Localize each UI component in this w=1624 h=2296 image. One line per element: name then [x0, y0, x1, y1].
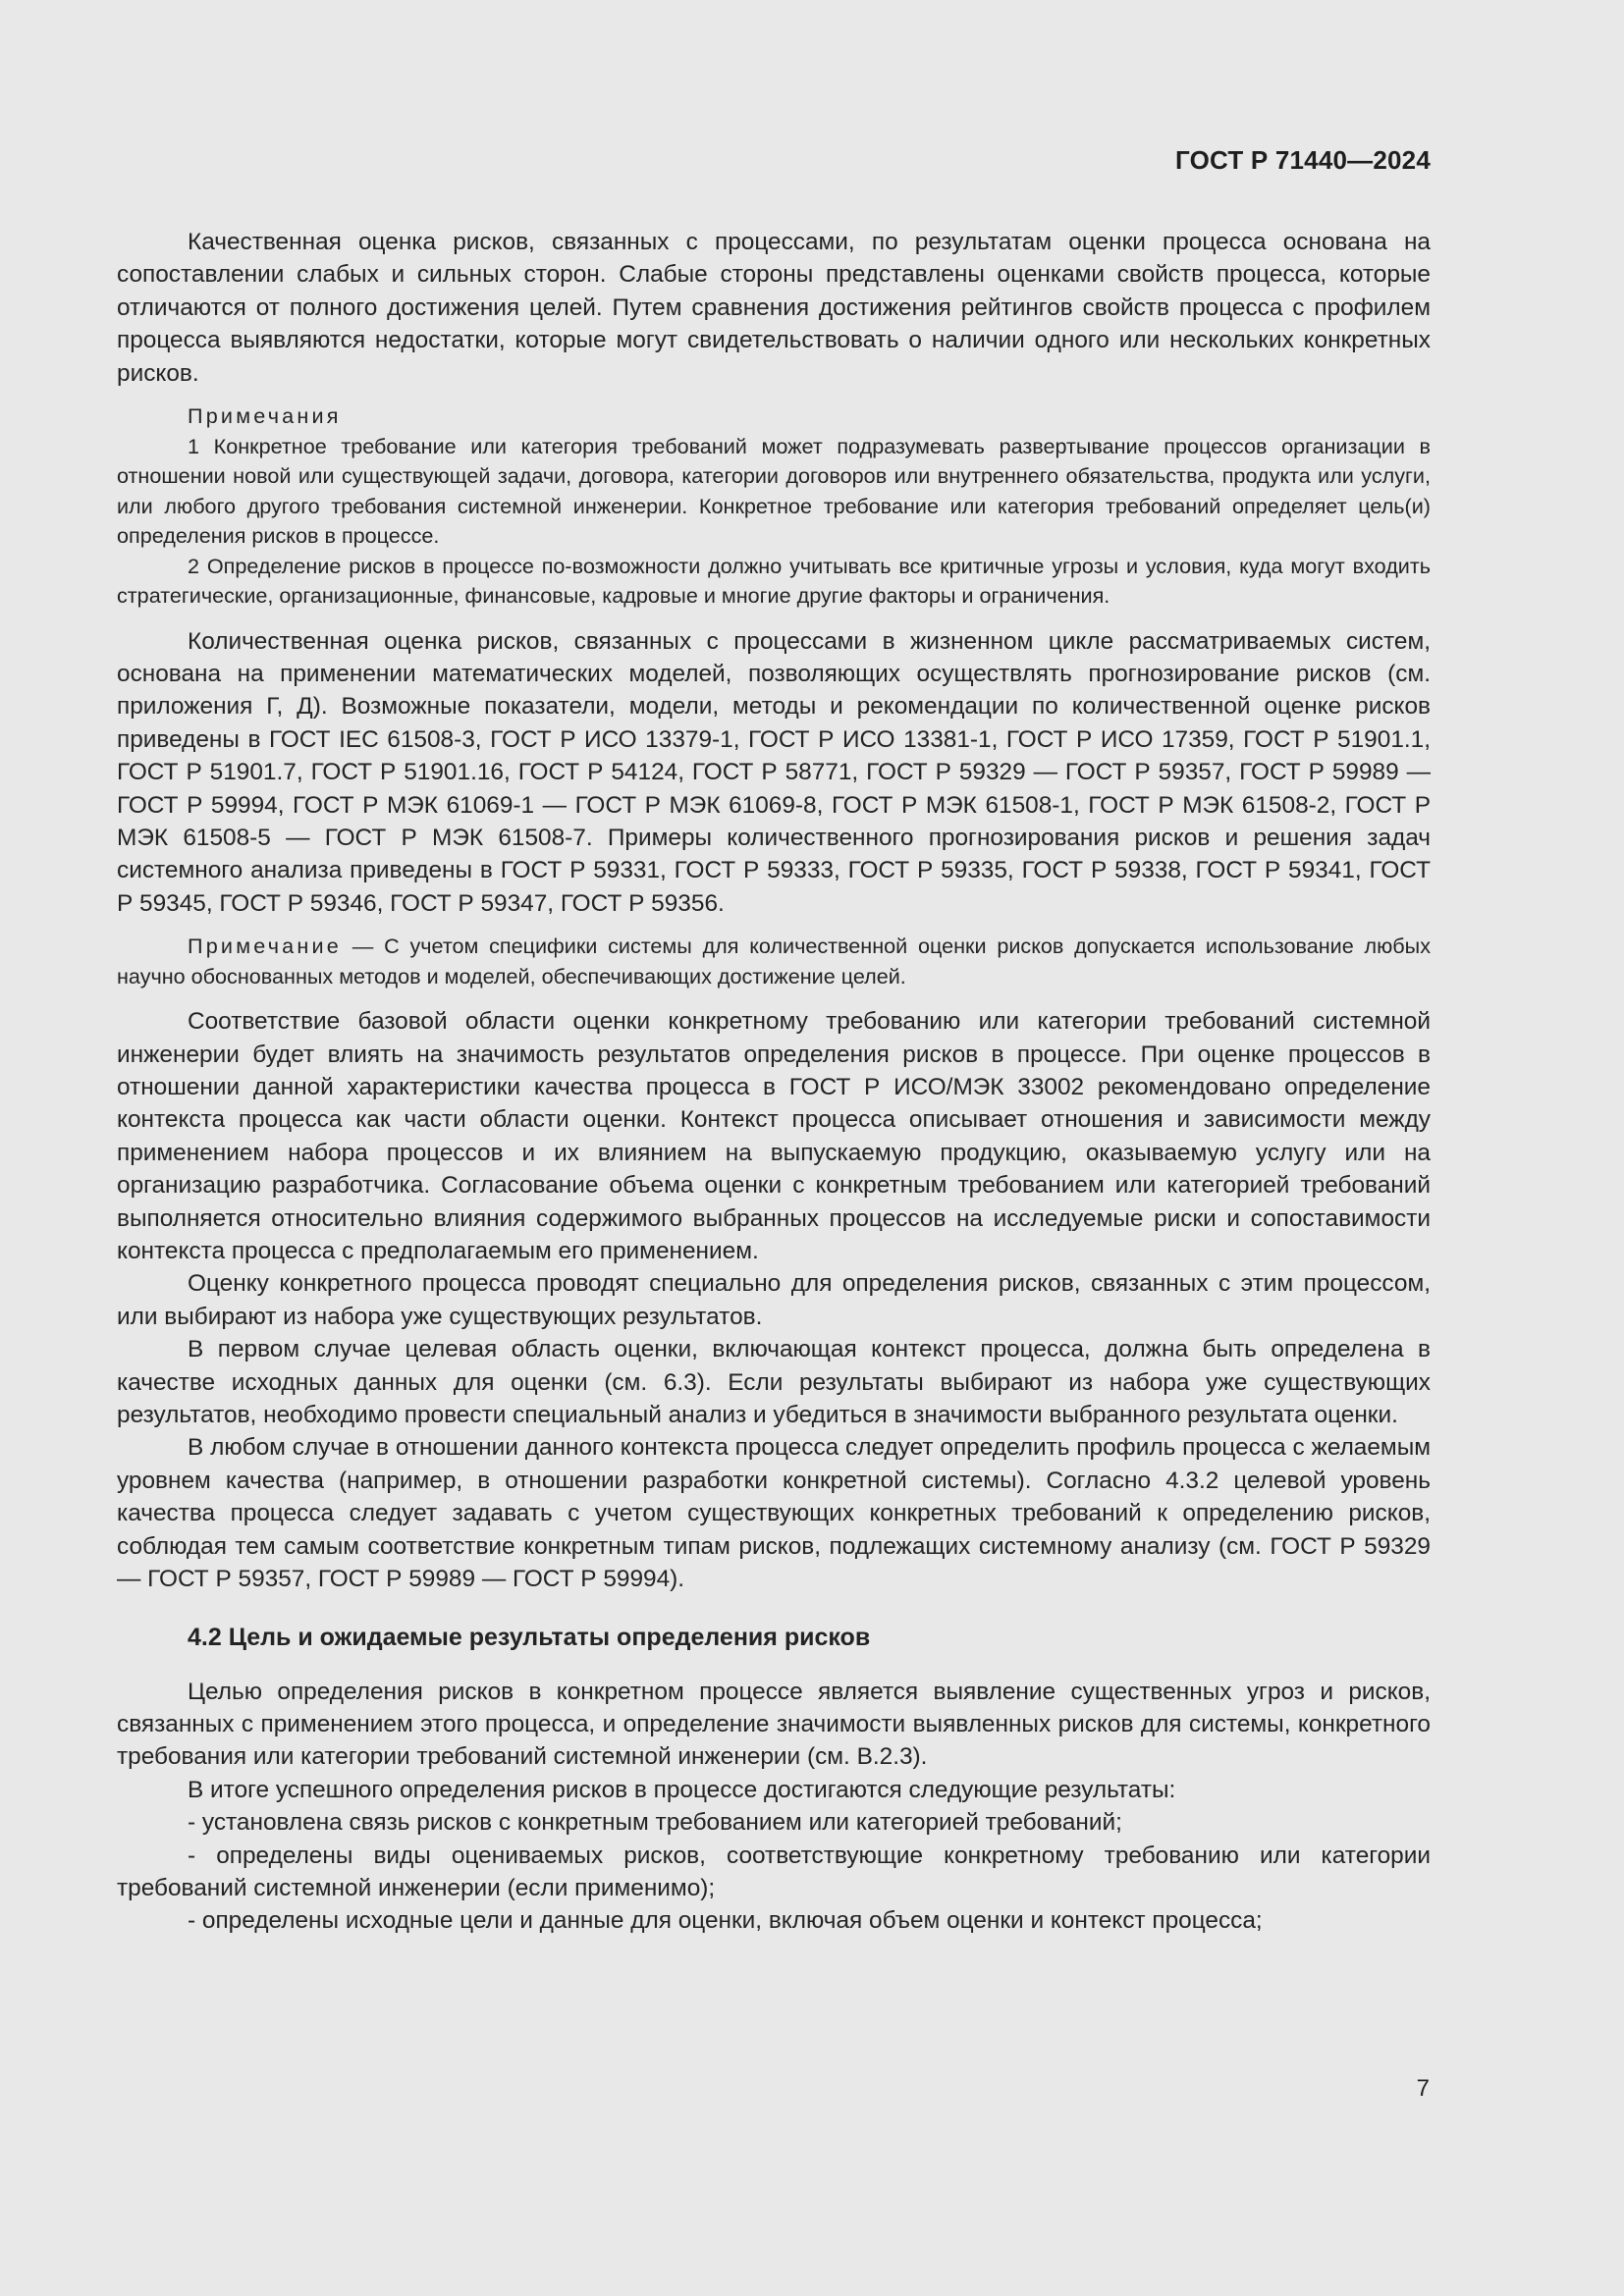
paragraph-first-case: В первом случае целевая область оценки, включающая контекст процесса, должна быть определена в качестве исходных данных для оценки (см. 6.3). Если результаты выбирают из набора уже существующих результатов, необходимо провести специальный анализ и убедиться в значимости выбранного результата оценки. [117, 1336, 1431, 1429]
section-heading-4-2: 4.2 Цель и ожидаемые результаты определения рисков [188, 1623, 871, 1651]
paragraph-any-case: В любом случае в отношении данного контекста процесса следует определить профиль процесса с желаемым уровнем качества (например, в отношении разработки конкретной системы). Согласно 4.3.2 целевой уровень качества процесса следует задавать с учетом существующих конкретных требований к определению рисков, соблюдая тем самым соответствие конкретным типам рисков, подлежащих системному анализу (см. ГОСТ Р 59329 — ГОСТ Р 59357, ГОСТ Р 59989 — ГОСТ Р 59994). [117, 1434, 1431, 1593]
paragraph-qualitative-assessment: Качественная оценка рисков, связанных с процессами, по результатам оценки процесса основана на сопоставлении слабых и сильных сторон. Слабые стороны представлены оценками свойств процесса, которые отличаются от полного достижения целей. Путем сравнения достижения рейтингов свойств процесса с профилем процесса выявляются недостатки, которые могут свидетельствовать о наличии одного или нескольких конкретных рисков. [117, 229, 1431, 387]
paragraph-assessment-scope: Соответствие базовой области оценки конкретному требованию или категории требований системной инженерии будет влиять на значимость результатов определения рисков в процессе. При оценке процессов в отношении данной характеристики качества процесса в ГОСТ Р ИСО/МЭК 33002 рекомендовано определение контекста процесса как части области оценки. Контекст процесса описывает отношения и зависимости между применением набора процессов и их влиянием на выпускаемую продукцию, оказываемую услугу или на организацию разработчика. Согласование объема оценки с конкретным требованием или категорией требований выполняется относительно влияния содержимого выбранных процессов на исследуемые риски и сопоставимости контекста процесса с предполагаемым его применением. [117, 1008, 1431, 1265]
note-1: 1 Конкретное требование или категория требований может подразумевать развертывание процессов организации в отношении новой или существующей задачи, договора, категории договоров или внутреннего обязательства, продукта или услуги, или любого другого требования системной инженерии. Конкретное требование или категория требований определяет цель(и) определения рисков в процессе. [117, 433, 1431, 549]
page-number: 7 [1416, 2075, 1430, 2102]
note-3-text: — С учетом специфики системы для количественной оценки рисков допускается использование любых научно обоснованных методов и моделей, обеспечивающих достижение целей. [117, 934, 1431, 988]
paragraph-specific-process: Оценку конкретного процесса проводят специально для определения рисков, связанных с этим процессом, или выбирают из набора уже существующих результатов. [117, 1270, 1431, 1330]
list-item: - установлена связь рисков с конкретным требованием или категорией требований; [188, 1809, 1122, 1837]
notes-title: Примечания [188, 403, 342, 429]
paragraph-goal: Целью определения рисков в конкретном процессе является выявление существенных угроз и рисков, связанных с применением этого процесса, и определение значимости выявленных рисков для системы, конкретного требования или категории требований системной инженерии (см. В.2.3). [117, 1678, 1431, 1771]
note-3 [117, 932, 1431, 991]
document-header: ГОСТ Р 71440—2024 [1175, 145, 1431, 175]
note-3-label: Примечание [188, 934, 342, 959]
list-item: - определены исходные цели и данные для оценки, включая объем оценки и контекст процесса; [188, 1907, 1263, 1935]
paragraph-quantitative-assessment: Количественная оценка рисков, связанных с процессами в жизненном цикле рассматриваемых систем, основана на применении математических моделей, позволяющих осуществлять прогнозирование рисков (см. приложения Г, Д). Возможные показатели, модели, методы и рекомендации по количественной оценке рисков приведены в ГОСТ IEC 61508-3, ГОСТ Р ИСО 13379-1, ГОСТ Р ИСО 13381-1, ГОСТ Р ИСО 17359, ГОСТ Р 51901.1, ГОСТ Р 51901.7, ГОСТ Р 51901.16, ГОСТ Р 54124, ГОСТ Р 58771, ГОСТ Р 59329 — ГОСТ Р 59357, ГОСТ Р 59989 — ГОСТ Р 59994, ГОСТ Р МЭК 61069-1 — ГОСТ Р МЭК 61069-8, ГОСТ Р МЭК 61508-1, ГОСТ Р МЭК 61508-2, ГОСТ Р МЭК 61508-5 — ГОСТ Р МЭК 61508-7. Примеры количественного прогнозирования рисков и решения задач системного анализа приведены в ГОСТ Р 59331, ГОСТ Р 59333, ГОСТ Р 59335, ГОСТ Р 59338, ГОСТ Р 59341, ГОСТ Р 59345, ГОСТ Р 59346, ГОСТ Р 59347, ГОСТ Р 59356. [117, 627, 1431, 917]
note-2: 2 Определение рисков в процессе по-возможности должно учитывать все критичные угрозы и условия, куда могут входить стратегические, организационные, финансовые, кадровые и многие другие факторы и ограничения. [117, 553, 1431, 609]
list-item: - определены виды оцениваемых рисков, соответствующие конкретному требованию или категории требований системной инженерии (если применимо); [117, 1842, 1431, 1901]
page-content [117, 226, 1431, 1938]
paragraph-results-intro: В итоге успешного определения рисков в процессе достигаются следующие результаты: [188, 1776, 1176, 1803]
